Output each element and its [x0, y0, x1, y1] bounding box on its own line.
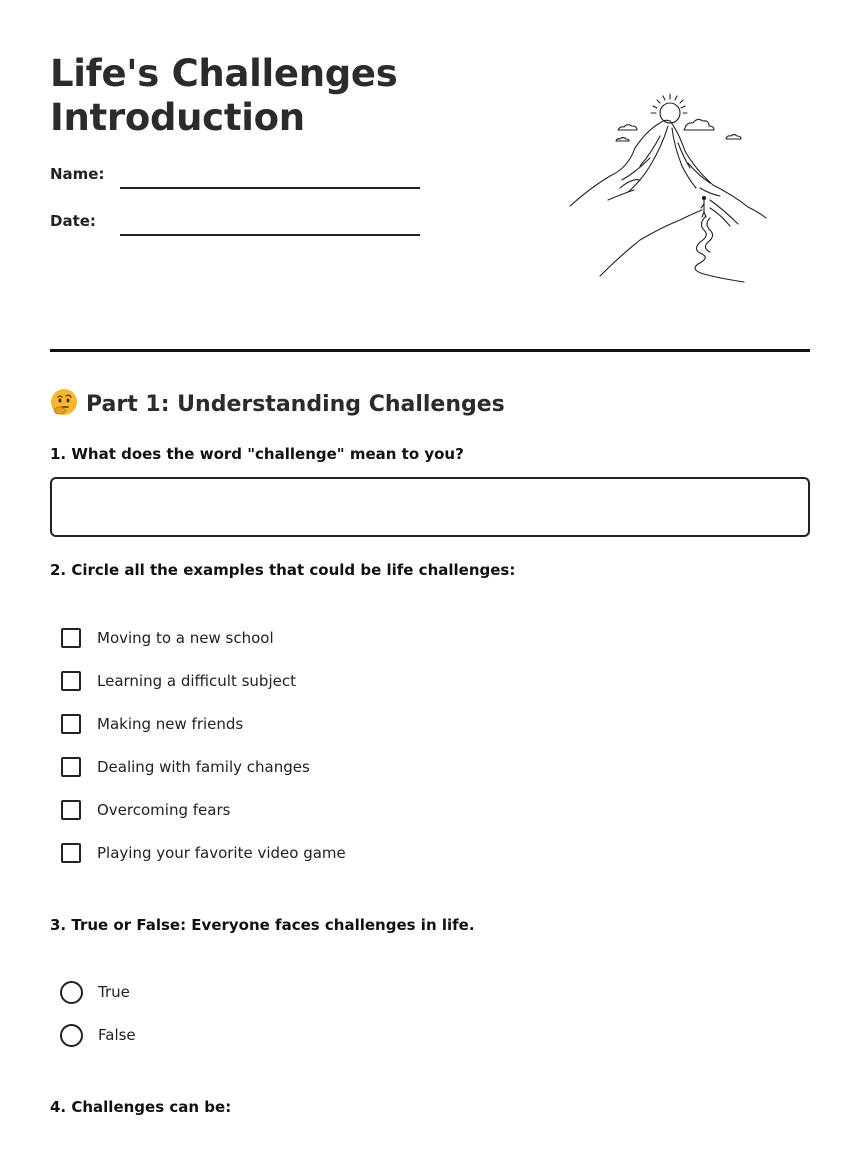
option-label: Dealing with family changes — [97, 758, 310, 776]
q2-option-family-changes[interactable] — [60, 755, 310, 779]
option-label: False — [98, 1026, 136, 1044]
q2-option-new-friends[interactable] — [60, 712, 243, 736]
q3-option-false[interactable] — [60, 1023, 136, 1047]
question-3: 3. True or False: Everyone faces challenges in life. — [50, 916, 475, 934]
name-label: Name: — [50, 165, 105, 183]
thinking-face-icon — [50, 388, 78, 416]
radio-button[interactable] — [60, 981, 83, 1004]
question-4: 4. Challenges can be: — [50, 1098, 232, 1116]
question-1-answer-box[interactable] — [50, 477, 810, 537]
date-line[interactable] — [120, 234, 420, 236]
section-title-part-1 — [50, 388, 505, 420]
date-label: Date: — [50, 212, 96, 230]
radio-button[interactable] — [60, 1024, 83, 1047]
option-label: Moving to a new school — [97, 629, 274, 647]
question-2: 2. Circle all the examples that could be life challenges: — [50, 561, 516, 579]
question-1: 1. What does the word "challenge" mean to you? — [50, 445, 464, 463]
option-label: Overcoming fears — [97, 801, 231, 819]
checkbox[interactable] — [61, 671, 81, 691]
title-line-1: Life's Challenges — [50, 52, 398, 95]
title-line-2: Introduction — [50, 96, 305, 139]
q2-option-overcoming-fears[interactable] — [60, 798, 230, 822]
section-divider — [50, 349, 810, 352]
checkbox[interactable] — [61, 714, 81, 734]
option-label: True — [98, 983, 130, 1001]
option-label: Making new friends — [97, 715, 244, 733]
section-title-text: Part 1: Understanding Challenges — [86, 392, 505, 417]
option-label: Playing your favorite video game — [97, 844, 346, 862]
checkbox[interactable] — [61, 757, 81, 777]
checkbox[interactable] — [61, 843, 81, 863]
checkbox[interactable] — [61, 628, 81, 648]
q2-option-video-game[interactable] — [60, 841, 346, 865]
mountain-illustration-icon — [560, 88, 785, 288]
worksheet-title — [50, 52, 397, 140]
option-label: Learning a difficult subject — [97, 672, 296, 690]
q2-option-difficult-subject[interactable] — [60, 669, 296, 693]
name-line[interactable] — [120, 187, 420, 189]
q2-option-moving-school[interactable] — [60, 626, 274, 650]
checkbox[interactable] — [61, 800, 81, 820]
q3-option-true[interactable] — [60, 980, 130, 1004]
